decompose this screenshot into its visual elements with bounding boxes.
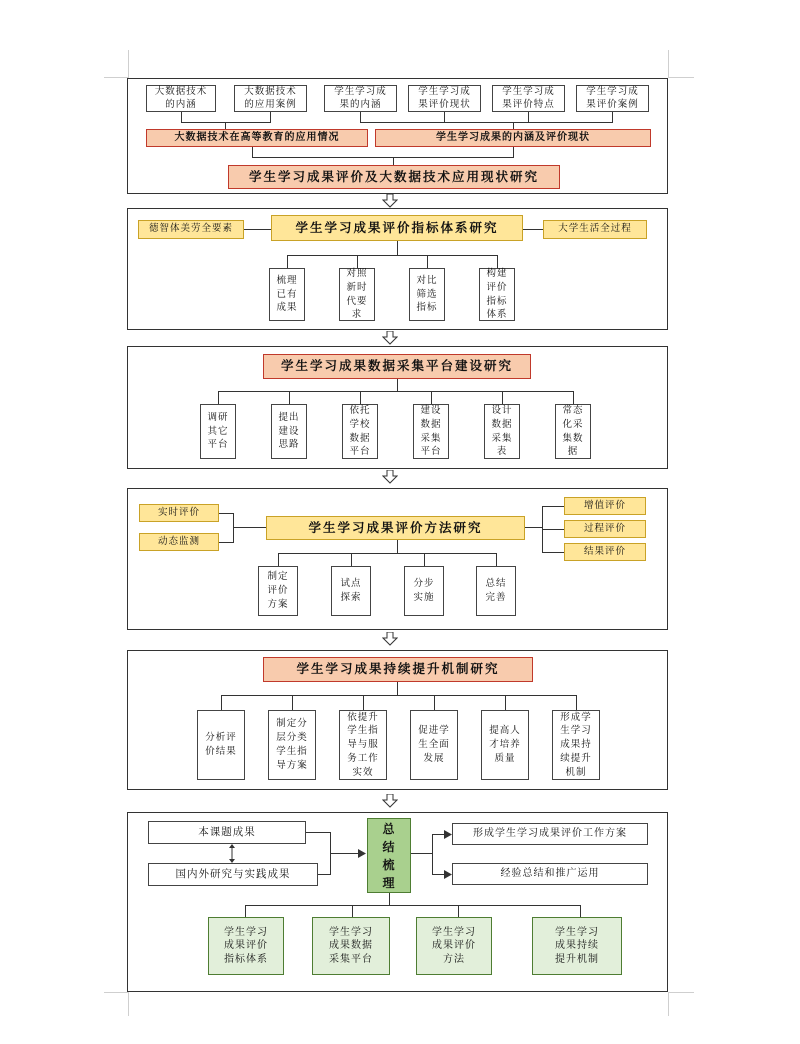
double-arrow-icon <box>228 844 236 863</box>
connector <box>427 255 428 268</box>
box-project-results: 本课题成果 <box>148 821 306 844</box>
box-outcome-connotation: 学生学习成 果的内涵 <box>324 85 397 112</box>
box-design-form: 设计 数据 采集 表 <box>484 404 520 459</box>
box-make-plan: 制定 评价 方案 <box>258 566 298 616</box>
connector <box>351 553 352 566</box>
box-indicator-main: 学生学习成果评价指标体系研究 <box>271 215 523 241</box>
box-outcome-status: 学生学习成果的内涵及评价现状 <box>375 129 651 147</box>
connector <box>245 905 246 917</box>
box-platform-main: 学生学习成果数据采集平台建设研究 <box>263 354 531 379</box>
connector <box>252 157 514 158</box>
connector <box>573 391 574 404</box>
down-arrow-icon <box>382 194 398 208</box>
connector <box>278 553 497 554</box>
down-arrow-icon <box>382 794 398 808</box>
box-analyze-results: 分析评 价结果 <box>197 710 245 780</box>
connector <box>397 241 398 255</box>
box-sort-results: 梳理 已有 成果 <box>269 268 305 321</box>
connector <box>181 112 182 122</box>
box-bigdata-higher-ed: 大数据技术在高等教育的应用情况 <box>146 129 368 147</box>
box-evaluation-features: 学生学习成 果评价特点 <box>492 85 565 112</box>
connector <box>219 513 233 514</box>
down-arrow-icon <box>382 331 398 345</box>
connector <box>525 527 542 528</box>
box-stepwise-implementation: 分步 实施 <box>404 566 444 616</box>
connector <box>245 905 581 906</box>
connector <box>318 874 330 875</box>
box-compare-indicators: 对比 筛选 指标 <box>409 268 445 321</box>
box-output-data-platform: 学生学习 成果数据 采集平台 <box>312 917 390 975</box>
crop-mark <box>128 50 129 78</box>
box-tiered-guidance: 制定分 层分类 学生指 导方案 <box>268 710 316 780</box>
section-data-platform <box>127 346 668 469</box>
connector <box>431 391 432 404</box>
down-arrow-icon <box>382 632 398 646</box>
connector <box>542 529 564 530</box>
section-improvement-mechanism <box>127 650 668 790</box>
connector <box>389 893 390 905</box>
box-output-indicator-system: 学生学习 成果评价 指标体系 <box>208 917 284 975</box>
connector <box>502 391 503 404</box>
box-whole-process: 大学生活全过程 <box>543 220 647 239</box>
box-evaluation-status: 学生学习成 果评价现状 <box>408 85 481 112</box>
box-result-evaluation: 结果评价 <box>564 543 646 561</box>
connector <box>287 255 498 256</box>
connector <box>219 542 233 543</box>
connector <box>424 553 425 566</box>
box-service-effectiveness: 依提升 学生指 导与服 务工作 实效 <box>339 710 387 780</box>
connector <box>278 553 279 566</box>
connector <box>292 695 293 710</box>
connector <box>221 695 577 696</box>
connector <box>580 905 581 917</box>
connector <box>513 122 514 129</box>
section-summary <box>127 812 668 992</box>
connector <box>523 229 543 230</box>
connector <box>360 122 613 123</box>
section-evaluation-method <box>127 488 668 630</box>
section-indicator-system <box>127 208 668 330</box>
connector <box>233 527 266 528</box>
connector <box>542 506 564 507</box>
connector <box>505 695 506 710</box>
connector <box>432 834 433 874</box>
connector <box>397 540 398 553</box>
connector <box>270 112 271 122</box>
arrow-right-icon <box>444 830 452 839</box>
connector <box>496 553 497 566</box>
connector <box>287 255 288 268</box>
box-evaluation-cases: 学生学习成 果评价案例 <box>576 85 649 112</box>
connector <box>458 905 459 917</box>
box-dynamic-monitoring: 动态监测 <box>139 533 219 551</box>
box-all-round-development: 促进学 生全面 发展 <box>410 710 458 780</box>
box-talent-quality: 提高人 才培养 质量 <box>481 710 529 780</box>
box-value-added-evaluation: 增值评价 <box>564 497 646 515</box>
arrow-right-icon <box>444 870 452 879</box>
box-form-mechanism: 形成学 生学习 成果持 续提升 机制 <box>552 710 600 780</box>
connector <box>252 147 253 157</box>
connector <box>397 379 398 391</box>
connector <box>289 391 290 404</box>
crop-mark <box>668 50 669 78</box>
box-status-research-main: 学生学习成果评价及大数据技术应用现状研究 <box>228 165 560 189</box>
connector <box>513 147 514 157</box>
connector <box>411 853 432 854</box>
crop-mark <box>668 77 694 78</box>
box-new-era-requirements: 对照 新时 代要 求 <box>339 268 375 321</box>
box-experience-promotion: 经验总结和推广运用 <box>452 863 648 885</box>
connector <box>244 229 271 230</box>
connector <box>434 695 435 710</box>
arrow-right-icon <box>358 849 366 858</box>
box-output-evaluation-method: 学生学习 成果评价 方法 <box>416 917 492 975</box>
down-arrow-icon <box>382 470 398 484</box>
connector <box>352 905 353 917</box>
connector <box>360 112 361 122</box>
box-pilot-exploration: 试点 探索 <box>331 566 371 616</box>
connector <box>576 695 577 710</box>
connector <box>330 853 358 854</box>
box-domestic-foreign-results: 国内外研究与实践成果 <box>148 863 318 886</box>
connector <box>233 513 234 543</box>
box-all-elements: 德智体美劳全要素 <box>138 220 244 239</box>
box-process-evaluation: 过程评价 <box>564 520 646 538</box>
box-bigdata-cases: 大数据技术 的应用案例 <box>234 85 307 112</box>
box-build-indicator-system: 构建 评价 指标 体系 <box>479 268 515 321</box>
crop-mark <box>668 992 669 1016</box>
connector <box>542 552 564 553</box>
connector <box>218 391 219 404</box>
box-propose-ideas: 提出 建设 思路 <box>271 404 307 459</box>
crop-mark <box>104 77 128 78</box>
box-output-improvement-mechanism: 学生学习 成果持续 提升机制 <box>532 917 622 975</box>
connector <box>393 157 394 165</box>
connector <box>612 112 613 122</box>
crop-mark <box>104 992 128 993</box>
connector <box>444 112 445 122</box>
box-work-plan: 形成学生学习成果评价工作方案 <box>452 823 648 845</box>
crop-mark <box>128 992 129 1016</box>
box-summary-center: 总 结 梳 理 <box>367 818 411 893</box>
box-mechanism-main: 学生学习成果持续提升机制研究 <box>263 657 533 682</box>
connector <box>360 391 361 404</box>
box-summarize-improve: 总结 完善 <box>476 566 516 616</box>
box-regular-collection: 常态 化采 集数 据 <box>555 404 591 459</box>
box-method-main: 学生学习成果评价方法研究 <box>266 516 525 540</box>
box-survey-platforms: 调研 其它 平台 <box>200 404 236 459</box>
connector <box>363 695 364 710</box>
crop-mark <box>668 992 694 993</box>
section-status-research <box>127 78 668 194</box>
box-realtime-evaluation: 实时评价 <box>139 504 219 522</box>
connector <box>218 391 574 392</box>
connector <box>221 695 222 710</box>
box-school-platform: 依托 学校 数据 平台 <box>342 404 378 459</box>
box-build-platform: 建设 数据 采集 平台 <box>413 404 449 459</box>
connector <box>306 832 330 833</box>
connector <box>397 682 398 695</box>
connector <box>225 122 226 129</box>
connector <box>181 122 271 123</box>
box-bigdata-connotation: 大数据技术 的内涵 <box>146 85 216 112</box>
connector <box>528 112 529 122</box>
